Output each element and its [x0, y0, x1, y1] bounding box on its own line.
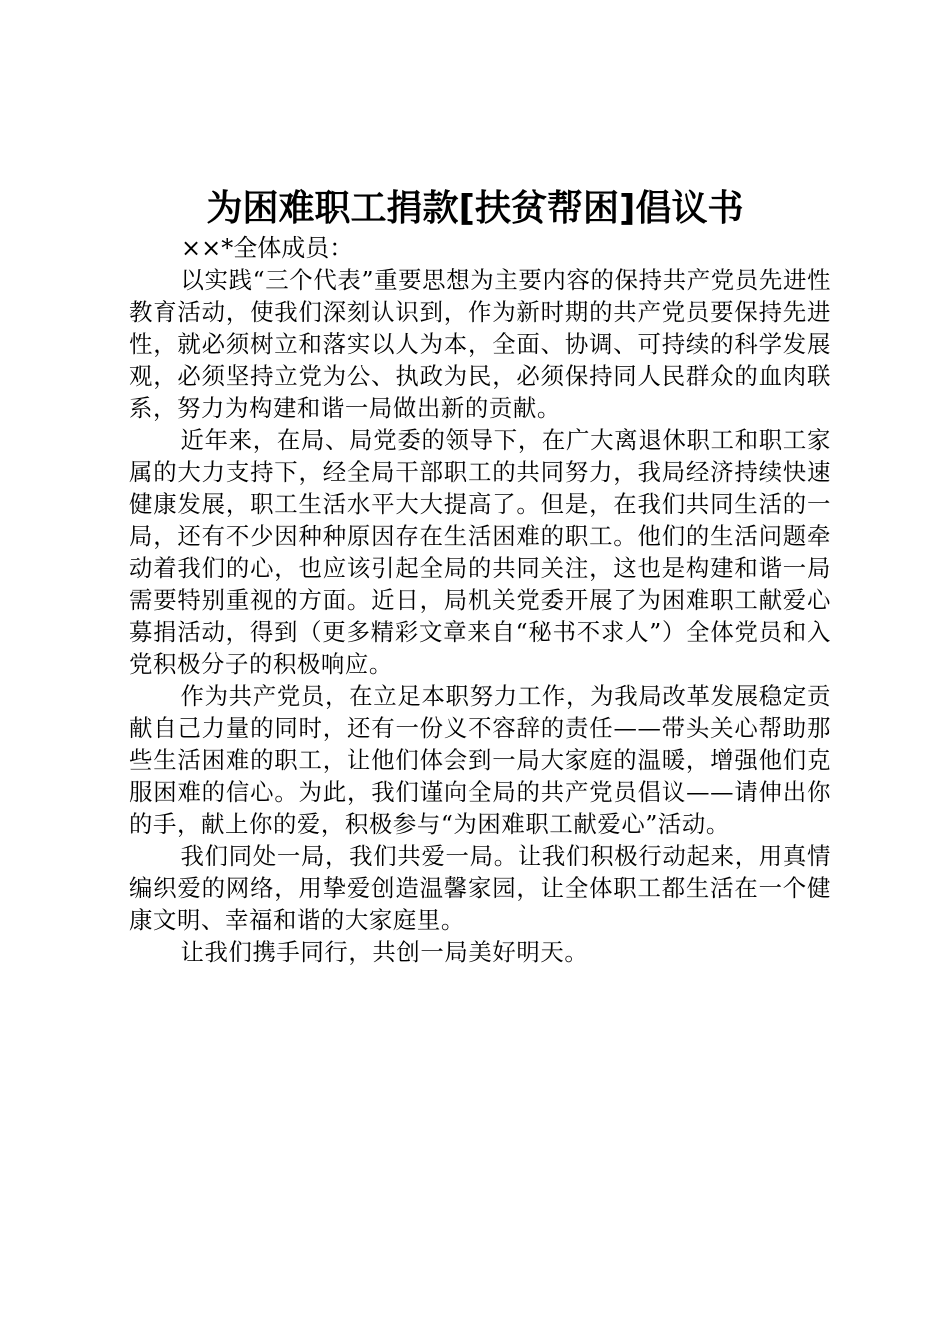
paragraph-2: 近年来，在局、局党委的领导下，在广大离退休职工和职工家属的大力支持下，经全局干部职工的共同努力，我局经济持续快速健康发展，职工生活水平大大提高了。但是，在我们共同生活的一局，还有不少因种种原因存在生活困难的职工。他们的生活问题牵动着我们的心，也应该引起全局的共同关注，这也是构建和谐一局需要特别重视的方面。近日，局机关党委开展了为困难职工献爱心募捐活动，得到（更多精彩文章来自“秘书不求人”）全体党员和入党积极分子的积极响应。 [129, 426, 831, 678]
paragraph-4: 我们同处一局，我们共爱一局。让我们积极行动起来，用真情编织爱的网络，用挚爱创造温馨家园，让全体职工都生活在一个健康文明、幸福和谐的大家庭里。 [129, 842, 831, 934]
paragraph-5: 让我们携手同行，共创一局美好明天。 [180, 938, 589, 966]
paragraph-3: 作为共产党员，在立足本职努力工作，为我局改革发展稳定贡献自己力量的同时，还有一份义不容辞的责任——带头关心帮助那些生活困难的职工，让他们体会到一局大家庭的温暖，增强他们克服困难的信心。为此，我们谨向全局的共产党员倡议——请伸出你的手，献上你的爱，积极参与“为困难职工献爱心”活动。 [129, 682, 831, 838]
document-body [129, 232, 831, 968]
paragraph-1: 以实践“三个代表”重要思想为主要内容的保持共产党员先进性教育活动，使我们深刻认识到，作为新时期的共产党员要保持先进性，就必须树立和落实以人为本，全面、协调、可持续的科学发展观，必须坚持立党为公、执政为民，必须保持同人民群众的血肉联系，努力为构建和谐一局做出新的贡献。 [129, 266, 831, 422]
salutation: ××*全体成员： [181, 234, 354, 262]
document-title: 为困难职工捐款[扶贫帮困]倡议书 [206, 188, 744, 229]
